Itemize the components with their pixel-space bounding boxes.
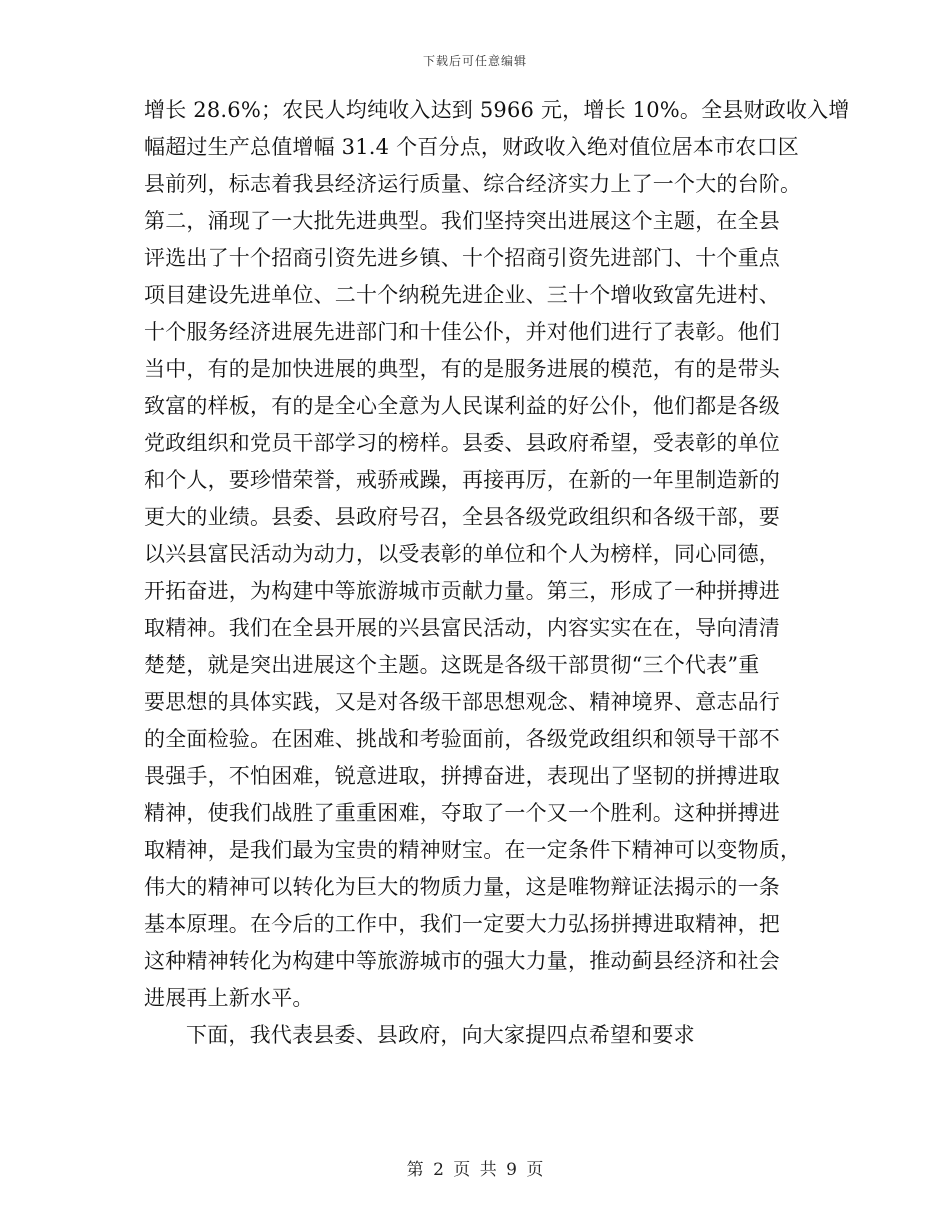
body-line: 取精神，是我们最为宝贵的精神财宝。在一定条件下精神可以变物质， xyxy=(144,838,802,862)
body-line: 幅超过生产总值增幅 31.4 个百分点，财政收入绝对值位居本市农口区 xyxy=(144,135,799,159)
page-header: 下载后可任意编辑 xyxy=(422,54,527,68)
body-line: 当中，有的是加快进展的典型，有的是服务进展的模范，有的是带头 xyxy=(144,357,780,381)
body-line: 伟大的精神可以转化为巨大的物质力量，这是唯物辩证法揭示的一条 xyxy=(144,875,780,899)
body-line: 楚楚，就是突出进展这个主题。这既是各级干部贯彻“三个代表”重 xyxy=(144,653,760,677)
body-line: 取精神。我们在全县开展的兴县富民活动，内容实实在在，导向清清 xyxy=(144,616,780,640)
body-line: 更大的业绩。县委、县政府号召，全县各级党政组织和各级干部，要 xyxy=(144,505,780,529)
body-line: 要思想的具体实践，又是对各级干部思想观念、精神境界、意志品行 xyxy=(144,690,780,714)
body-line: 进展再上新水平。 xyxy=(144,986,314,1010)
body-line: 畏强手，不怕困难，锐意进取，拼搏奋进，表现出了坚韧的拼搏进取 xyxy=(144,764,780,788)
body-line: 这种精神转化为构建中等旅游城市的强大力量，推动蓟县经济和社会 xyxy=(144,949,780,973)
body-line: 致富的样板，有的是全心全意为人民谋利益的好公仆，他们都是各级 xyxy=(144,394,780,418)
body-line: 评选出了十个招商引资先进乡镇、十个招商引资先进部门、十个重点 xyxy=(144,246,780,270)
body-line: 开拓奋进，为构建中等旅游城市贡献力量。第三，形成了一种拼搏进 xyxy=(144,579,780,603)
body-line: 以兴县富民活动为动力，以受表彰的单位和个人为榜样，同心同德， xyxy=(144,542,780,566)
body-line: 和个人，要珍惜荣誉，戒骄戒躁，再接再厉，在新的一年里制造新的 xyxy=(144,468,780,492)
body-line: 县前列，标志着我县经济运行质量、综合经济实力上了一个大的台阶。 xyxy=(144,172,802,196)
body-line: 增长 28.6%；农民人均纯收入达到 5966 元，增长 10%。全县财政收入增 xyxy=(144,98,850,122)
body-line: 基本原理。在今后的工作中，我们一定要大力弘扬拼搏进取精神，把 xyxy=(144,912,780,936)
body-line: 第二，涌现了一大批先进典型。我们坚持突出进展这个主题，在全县 xyxy=(144,209,780,233)
body-line: 党政组织和党员干部学习的榜样。县委、县政府希望，受表彰的单位 xyxy=(144,431,780,455)
body-line: 十个服务经济进展先进部门和十佳公仆，并对他们进行了表彰。他们 xyxy=(144,320,780,344)
document-body xyxy=(144,92,850,1054)
body-line: 精神，使我们战胜了重重困难，夺取了一个又一个胜利。这种拼搏进 xyxy=(144,801,780,825)
page-number-footer: 第 2 页 共 9 页 xyxy=(406,1160,544,1180)
body-line: 项目建设先进单位、二十个纳税先进企业、三十个增收致富先进村、 xyxy=(144,283,780,307)
body-line: 的全面检验。在困难、挑战和考验面前，各级党政组织和领导干部不 xyxy=(144,727,780,751)
closing-paragraph: 下面，我代表县委、县政府，向大家提四点希望和要求 xyxy=(186,1023,695,1047)
